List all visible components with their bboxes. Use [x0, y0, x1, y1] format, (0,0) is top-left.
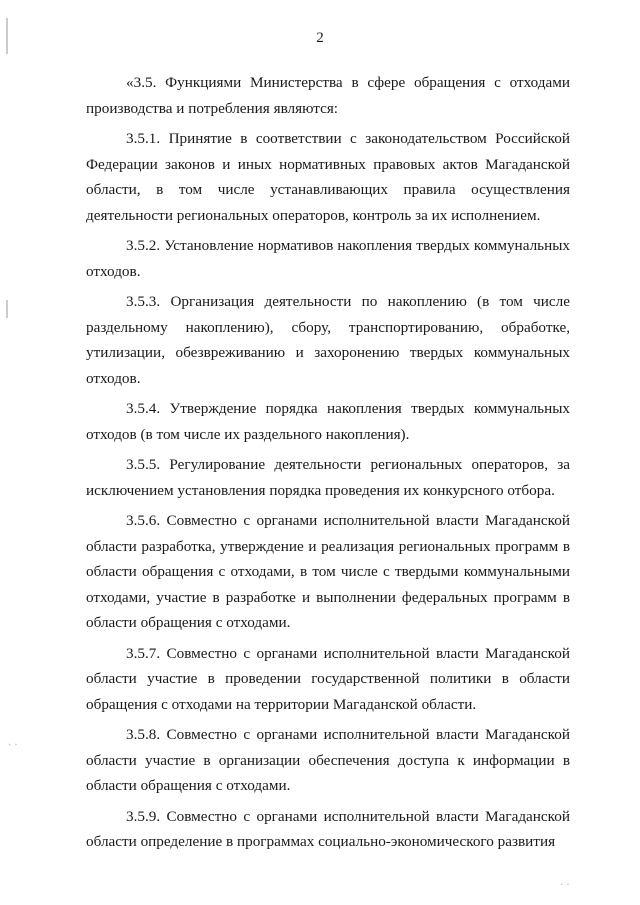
paragraph-3-5-1: 3.5.1. Принятие в соответствии с законодательством Российской Федерации законов и иных нормативных правовых актов Магаданской области, в том числе устанавливающих правила осуществления деятельности региональных операторов, контроль за их исполнением. — [86, 130, 570, 224]
paragraph-3-5-3: 3.5.3. Организация деятельности по накоплению (в том числе раздельному накоплению), сбору, транспортированию, обработке, утилизации, обезвреживанию и захоронению твердых коммунальных отходов. — [86, 293, 570, 387]
paragraph-3-5: «3.5. Функциями Министерства в сфере обращения с отходами производства и потребления являются: — [86, 74, 570, 117]
paragraph-3-5-2: 3.5.2. Установление нормативов накопления твердых коммунальных отходов. — [86, 237, 570, 280]
paragraph-3-5-8: 3.5.8. Совместно с органами исполнительной власти Магаданской области участие в организации обеспечения доступа к информации в области обращения с отходами. — [86, 726, 570, 794]
paragraph-3-5-7: 3.5.7. Совместно с органами исполнительной власти Магаданской области участие в проведении государственной политики в области обращения с отходами на территории Магаданской области. — [86, 644, 570, 713]
scan-edge-mark-middle — [6, 300, 8, 318]
scan-speck-bottom: · · — [560, 880, 570, 891]
paragraph-3-5-4: 3.5.4. Утверждение порядка накопления твердых коммунальных отходов (в том числе их раздельного накопления). — [86, 400, 570, 443]
scan-speck-left: · · — [8, 740, 18, 751]
page-number: 2 — [316, 30, 324, 46]
document-body — [86, 70, 570, 860]
paragraph-3-5-5: 3.5.5. Регулирование деятельности региональных операторов, за исключением установления порядка проведения их конкурсного отбора. — [86, 456, 570, 499]
paragraph-3-5-9: 3.5.9. Совместно с органами исполнительной власти Магаданской области определение в программах социально-экономического развития — [86, 807, 570, 850]
paragraph-3-5-6: 3.5.6. Совместно с органами исполнительной власти Магаданской области разработка, утверждение и реализация региональных программ в области обращения с отходами, в том числе с твердыми коммунальными отходами, участие в разработке и выполнении федеральных программ в области обращения с отходами. — [86, 512, 570, 631]
